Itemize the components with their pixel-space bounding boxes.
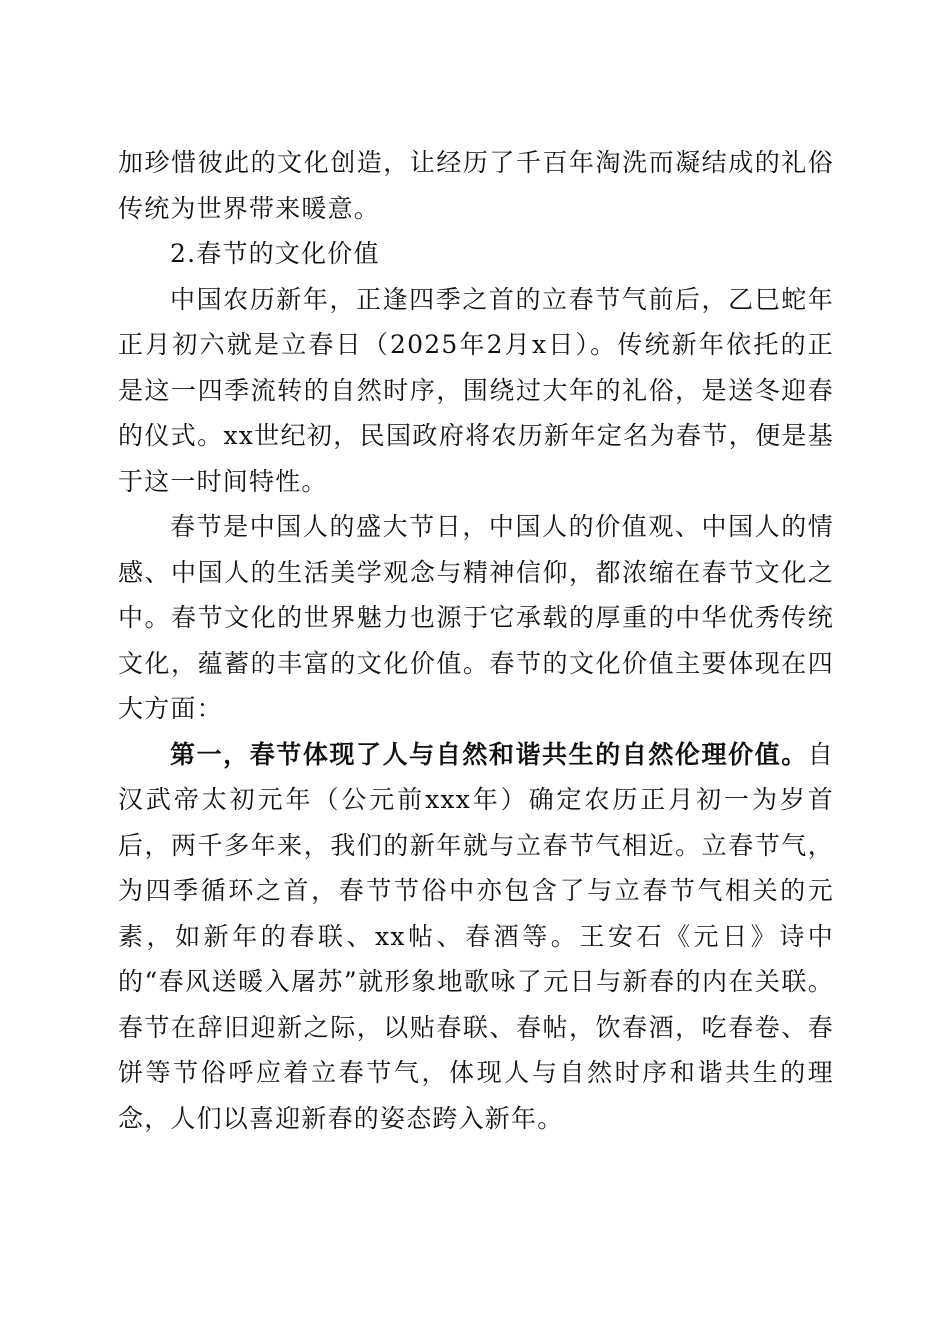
paragraph-continuation: 加珍惜彼此的文化创造，让经历了千百年淘洗而凝结成的礼俗传统为世界带来暖意。 <box>118 148 834 223</box>
paragraph-festival-values: 春节是中国人的盛大节日，中国人的价值观、中国人的情感、中国人的生活美学观念与精神信仰，都浓缩在春节文化之中。春节文化的世界魅力也源于它承载的厚重的中华优秀传统文化，蕴蓄的丰富的文化价值。春节的文化价值主要体现在四大方面： <box>118 512 834 723</box>
paragraph-first-value <box>118 732 834 1142</box>
paragraph-body-text: 自汉武帝太初元年（公元前xxx年）确定农历正月初一为岁首后，两千多年来，我们的新年就与立春节气相近。立春节气，为四季循环之首，春节节俗中亦包含了与立春节气相关的元素，如新年的春联、xx帖、春酒等。王安石《元日》诗中的“春风送暖入屠苏”就形象地歌咏了元日与新春的内在关联。春节在辞旧迎新之际，以贴春联、春帖，饮春酒，吃春卷、春饼等节俗呼应着立春节气，体现人与自然时序和谐共生的理念，人们以喜迎新春的姿态跨入新年。 <box>118 739 834 1133</box>
section-heading: 2.春节的文化价值 <box>170 239 380 268</box>
document-body <box>118 140 834 1141</box>
paragraph-lunar-new-year: 中国农历新年，正逢四季之首的立春节气前后，乙巳蛇年正月初六就是立春日（2025年2月x日）。传统新年依托的正是这一四季流转的自然时序，围绕过大年的礼俗，是送冬迎春的仪式。xx世纪初，民国政府将农历新年定名为春节，便是基于这一时间特性。 <box>118 284 834 496</box>
paragraph-bold-lead: 第一，春节体现了人与自然和谐共生的自然伦理价值。 <box>170 739 808 769</box>
